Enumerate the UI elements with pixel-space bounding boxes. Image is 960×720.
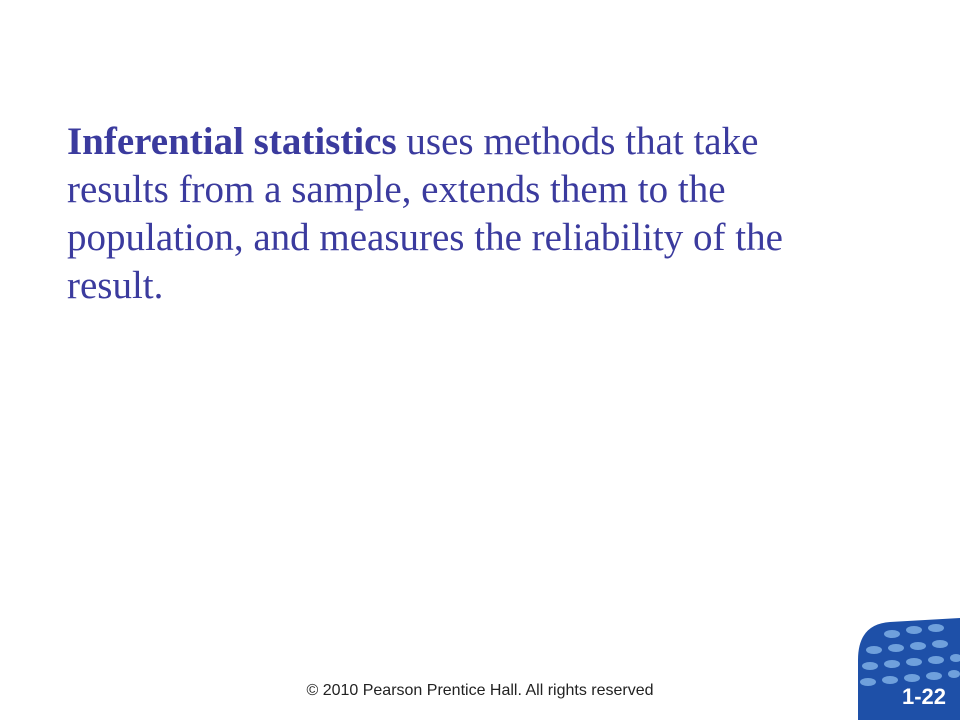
definition-paragraph	[67, 118, 867, 310]
footer-copyright: © 2010 Pearson Prentice Hall. All rights reserved	[306, 682, 654, 699]
term-inferential-statistics: Inferential statistics	[67, 120, 397, 163]
slide-number: 1-22	[901, 684, 946, 709]
definition-text: uses methods that take results from a sample, extends them to the population, and measures the reliability of the result.	[67, 120, 783, 307]
